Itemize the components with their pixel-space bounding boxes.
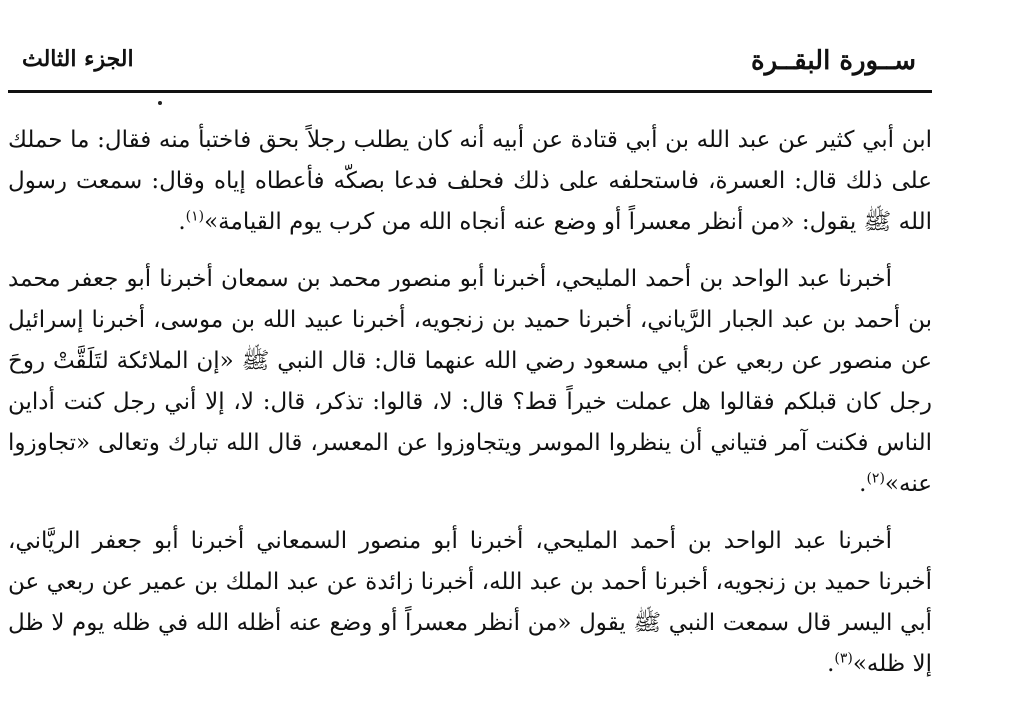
surah-title: ســورة البقــرة: [750, 46, 916, 76]
paragraph-1: ابن أبي كثير عن عبد الله بن أبي قتادة عن أبيه أنه كان يطلب رجلاً بحق فاختبأ منه فقال: ما حملك على ذلك قال: العسرة، فاستحلفه على ذلك فحلف فدعا بصكّه فأعطاه إياه وقال: سمعت رسول الله ﷺ يقول: «من أنظر معسراً أو وضع عنه أنجاه الله من كرب يوم القيامة»$^{(١)}$.: [8, 127, 932, 235]
paragraph-text: أخبرنا عبد الواحد بن أحمد المليحي، أخبرنا أبو منصور محمد بن سمعان أخبرنا أبو جعفر محمد بن أحمد بن عبد الجبار الرَّياني، أخبرنا حميد بن زنجويه، أخبرنا عبيد الله بن موسى، أخبرنا إسرائيل عن منصور عن ربعي عن أبي مسعود رضي الله عنهما قال: قال النبي ﷺ «إن الملائكة لتَلَقَّتْ روحَ رجل كان قبلكم فقالوا هل عملت خيراً قط؟ قال: لا، قالوا: تذكر، قال: لا، إلا أني رجل كنت أداين الناس فكنت آمر فتياني أن ينظروا الموسر ويتجاوزوا عن المعسر، قال الله تبارك وتعالى «تجاوزوا عنه»: [8, 266, 932, 497]
footnote-ref-1: (١): [185, 208, 205, 225]
print-speck: [158, 101, 162, 105]
paragraph-text: أخبرنا عبد الواحد بن أحمد المليحي، أخبرنا أبو منصور السمعاني أخبرنا أبو جعفر الريَّاني، أخبرنا حميد بن زنجويه، أخبرنا أحمد بن عبد الله، أخبرنا زائدة عن عبد الملك بن عمير عن ربعي عن أبي اليسر قال سمعت النبي ﷺ يقول «من أنظر معسراً أو وضع عنه أظله الله في ظله يوم لا ظل إلا ظله»: [8, 528, 932, 677]
page-body: [8, 120, 932, 685]
paragraph-text: ابن أبي كثير عن عبد الله بن أبي قتادة عن أبيه أنه كان يطلب رجلاً بحق فاختبأ منه فقال: ما حملك على ذلك قال: العسرة، فاستحلفه على ذلك فحلف فدعا بصكّه فأعطاه إياه وقال: سمعت رسول الله ﷺ يقول: «من أنظر معسراً أو وضع عنه أنجاه الله من كرب يوم القيامة»: [8, 127, 932, 235]
footnote-ref-2: (٢): [866, 470, 885, 487]
running-header: [8, 36, 932, 92]
footnote-ref-3: (٣): [834, 650, 853, 667]
paragraph-3: أخبرنا عبد الواحد بن أحمد المليحي، أخبرنا أبو منصور السمعاني أخبرنا أبو جعفر الريَّاني، أخبرنا حميد بن زنجويه، أخبرنا أحمد بن عبد الله، أخبرنا زائدة عن عبد الملك بن عمير عن ربعي عن أبي اليسر قال سمعت النبي ﷺ يقول «من أنظر معسراً أو وضع عنه أظله الله في ظله يوم لا ظل إلا ظله»$^{(٣)}$.: [8, 528, 932, 677]
paragraph-2: أخبرنا عبد الواحد بن أحمد المليحي، أخبرنا أبو منصور محمد بن سمعان أخبرنا أبو جعفر محمد بن أحمد بن عبد الجبار الرَّياني، أخبرنا حميد بن زنجويه، أخبرنا عبيد الله بن موسى، أخبرنا إسرائيل عن منصور عن ربعي عن أبي مسعود رضي الله عنهما قال: قال النبي ﷺ «إن الملائكة لتَلَقَّتْ روحَ رجل كان قبلكم فقالوا هل عملت خيراً قط؟ قال: لا، قالوا: تذكر، قال: لا، إلا أني رجل كنت أداين الناس فكنت آمر فتياني أن ينظروا الموسر ويتجاوزوا عن المعسر، قال الله تبارك وتعالى «تجاوزوا عنه»$^{(٢)}$.: [8, 266, 932, 497]
part-label: الجزء الثالث: [22, 46, 134, 72]
header-rule: [8, 90, 932, 93]
